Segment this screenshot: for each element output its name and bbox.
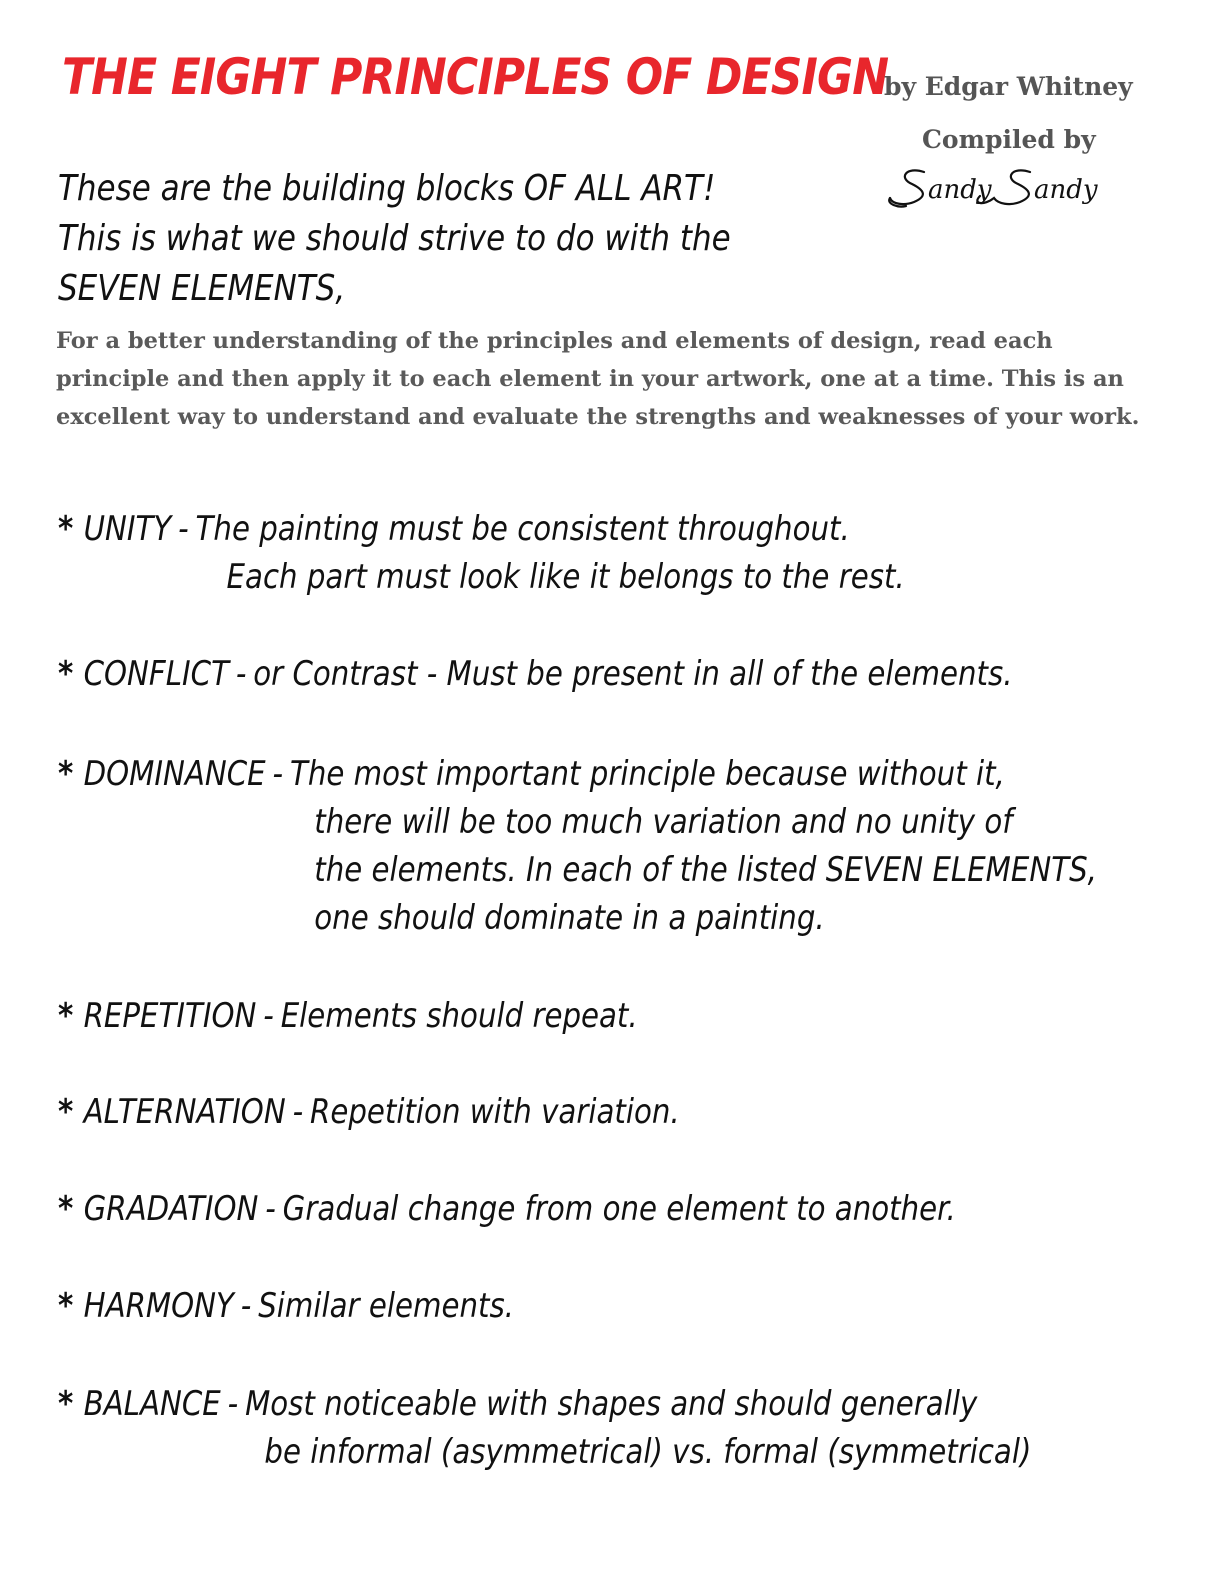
intro-line-1: These are the building blocks OF ALL ART!	[58, 168, 716, 209]
compiled-by-label: Compiled by	[922, 125, 1096, 154]
principle-name: GRADATION	[83, 1189, 259, 1229]
principle-name: REPETITION	[83, 996, 257, 1036]
principle-harmony	[58, 1282, 514, 1330]
dash: -	[263, 996, 274, 1036]
bullet-star: *	[58, 754, 74, 794]
principle-balance	[58, 1380, 1031, 1476]
bullet-star: *	[58, 1092, 74, 1132]
principle-name: UNITY	[83, 509, 172, 549]
principle-name: ALTERNATION	[83, 1092, 286, 1132]
dash: -	[272, 754, 284, 794]
principle-alternation	[58, 1088, 680, 1136]
principle-description-cont: the elements. In each of the listed SEVEN ELEMENTS,	[314, 850, 1097, 890]
svg-text:andy: andy	[1034, 175, 1098, 205]
dash: -	[292, 1092, 304, 1132]
principle-description: Gradual change from one element to another.	[282, 1189, 956, 1229]
principle-description: or Contrast - Must be present in all of the elements.	[253, 654, 1013, 694]
principle-name: HARMONY	[83, 1286, 234, 1326]
dash: -	[235, 654, 247, 694]
principle-description: The painting must be consistent throughout.	[195, 509, 850, 549]
principle-name: BALANCE	[83, 1384, 221, 1424]
bullet-star: *	[58, 654, 74, 694]
bullet-star: *	[58, 1189, 74, 1229]
svg-text:andy: andy	[928, 175, 992, 205]
intro-line-2: This is what we should strive to do with the	[58, 218, 731, 259]
intro-line-3: SEVEN ELEMENTS,	[58, 268, 346, 309]
principle-description: The most important principle because without it,	[289, 754, 1005, 794]
bullet-star: *	[58, 509, 74, 549]
principle-description-cont: be informal (asymmetrical) vs. formal (symmetrical)	[264, 1432, 1032, 1472]
dash: -	[265, 1189, 276, 1229]
instruction-note: For a better understanding of the principles and elements of design, read each principle and then apply it to each element in your artwork, one at a time. This is an excellent way to understand and evaluate the strengths and weaknesses of your work.	[56, 328, 1140, 430]
principle-description: Repetition with variation.	[310, 1092, 680, 1132]
principle-description: Most noticeable with shapes and should generally	[245, 1384, 978, 1424]
bullet-star: *	[58, 996, 74, 1036]
signature-sandy-sandy	[884, 162, 1146, 222]
principle-description-cont: there will be too much variation and no unity of	[314, 802, 1013, 842]
principle-description: Similar elements.	[258, 1286, 514, 1326]
page-title: THE EIGHT PRINCIPLES OF DESIGN	[62, 48, 889, 106]
intro-text	[58, 164, 731, 314]
principle-gradation	[58, 1185, 956, 1233]
dash: -	[227, 1384, 239, 1424]
principle-dominance	[58, 750, 1097, 942]
bullet-star: *	[58, 1286, 74, 1326]
author-byline: by Edgar Whitney	[884, 72, 1133, 101]
principle-repetition	[58, 992, 638, 1040]
principle-name: CONFLICT	[83, 654, 229, 694]
principle-conflict	[58, 650, 1013, 698]
principle-name: DOMINANCE	[83, 754, 266, 794]
principle-description: Elements should repeat.	[280, 996, 638, 1036]
dash: -	[240, 1286, 252, 1326]
dash: -	[178, 509, 189, 549]
principle-unity	[58, 505, 905, 601]
bullet-star: *	[58, 1384, 74, 1424]
principle-description-cont: Each part must look like it belongs to the rest.	[226, 557, 905, 597]
principle-description-cont: one should dominate in a painting.	[314, 898, 825, 938]
